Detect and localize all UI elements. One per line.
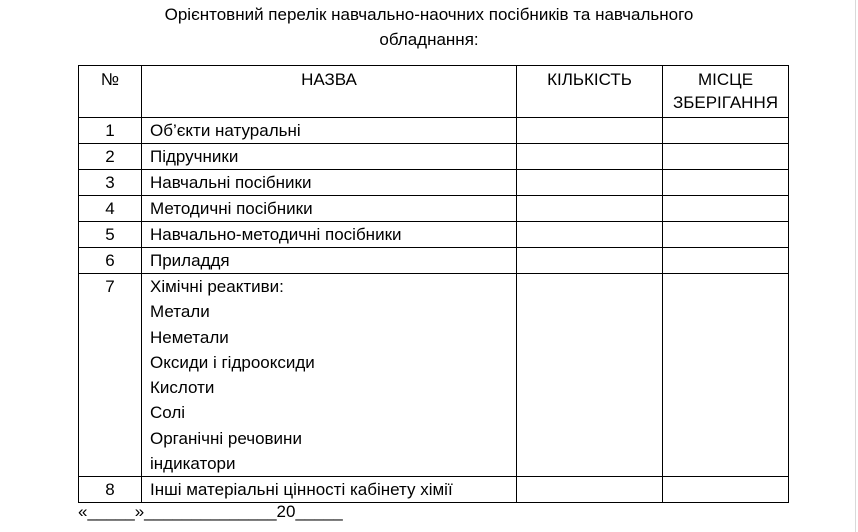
table-row bbox=[79, 196, 789, 222]
table-row bbox=[79, 144, 789, 170]
row-number: 3 bbox=[79, 170, 142, 196]
row-number: 7 bbox=[79, 274, 142, 477]
row-name: Навчальні посібники bbox=[142, 170, 517, 196]
row-name-group bbox=[142, 274, 517, 477]
reagent-item: Органічні речовини bbox=[150, 428, 302, 448]
row-number: 6 bbox=[79, 248, 142, 274]
reagent-item: Метали bbox=[150, 302, 210, 322]
header-number: № bbox=[79, 66, 142, 118]
quantity-cell[interactable] bbox=[517, 118, 663, 144]
storage-cell[interactable] bbox=[663, 222, 789, 248]
row-name: Хімічні реактиви: bbox=[150, 277, 284, 296]
storage-cell[interactable] bbox=[663, 477, 789, 503]
row-number: 5 bbox=[79, 222, 142, 248]
table-row bbox=[79, 248, 789, 274]
quantity-cell[interactable] bbox=[517, 274, 663, 477]
row-name: Приладдя bbox=[142, 248, 517, 274]
table-row bbox=[79, 170, 789, 196]
reagent-item: Солі bbox=[150, 403, 186, 423]
row-number: 1 bbox=[79, 118, 142, 144]
title-line-2: обладнання: bbox=[379, 30, 479, 49]
reagent-item: Кислоти bbox=[150, 378, 215, 398]
storage-cell[interactable] bbox=[663, 274, 789, 477]
row-name: Інші матеріальні цінності кабінету хімії bbox=[142, 477, 517, 503]
document-title bbox=[0, 2, 858, 52]
storage-cell[interactable] bbox=[663, 248, 789, 274]
storage-cell[interactable] bbox=[663, 170, 789, 196]
quantity-cell[interactable] bbox=[517, 477, 663, 503]
header-name: НАЗВА bbox=[142, 66, 517, 118]
quantity-cell[interactable] bbox=[517, 170, 663, 196]
reagent-item: індикатори bbox=[150, 454, 236, 474]
inventory-table bbox=[78, 65, 789, 503]
table-row-reagents bbox=[79, 274, 789, 477]
header-quantity: КІЛЬКІСТЬ bbox=[517, 66, 663, 118]
quantity-cell[interactable] bbox=[517, 144, 663, 170]
page-edge-divider bbox=[855, 0, 856, 532]
row-name: Підручники bbox=[142, 144, 517, 170]
quantity-cell[interactable] bbox=[517, 248, 663, 274]
storage-cell[interactable] bbox=[663, 144, 789, 170]
row-number: 8 bbox=[79, 477, 142, 503]
title-line-1: Орієнтовний перелік навчально-наочних посібників та навчального bbox=[164, 5, 694, 24]
reagent-item: Оксиди і гідрооксиди bbox=[150, 352, 315, 372]
date-line: «_____»______________20_____ bbox=[78, 502, 343, 521]
storage-cell[interactable] bbox=[663, 118, 789, 144]
quantity-cell[interactable] bbox=[517, 196, 663, 222]
reagent-item: Неметали bbox=[150, 327, 229, 347]
table-row bbox=[79, 118, 789, 144]
storage-cell[interactable] bbox=[663, 196, 789, 222]
row-number: 2 bbox=[79, 144, 142, 170]
row-name: Об’єкти натуральні bbox=[142, 118, 517, 144]
header-storage-place: МІСЦЕ ЗБЕРІГАННЯ bbox=[663, 66, 789, 118]
row-number: 4 bbox=[79, 196, 142, 222]
row-name: Методичні посібники bbox=[142, 196, 517, 222]
table-header-row bbox=[79, 66, 789, 118]
row-name: Навчально-методичні посібники bbox=[142, 222, 517, 248]
quantity-cell[interactable] bbox=[517, 222, 663, 248]
table-row bbox=[79, 222, 789, 248]
